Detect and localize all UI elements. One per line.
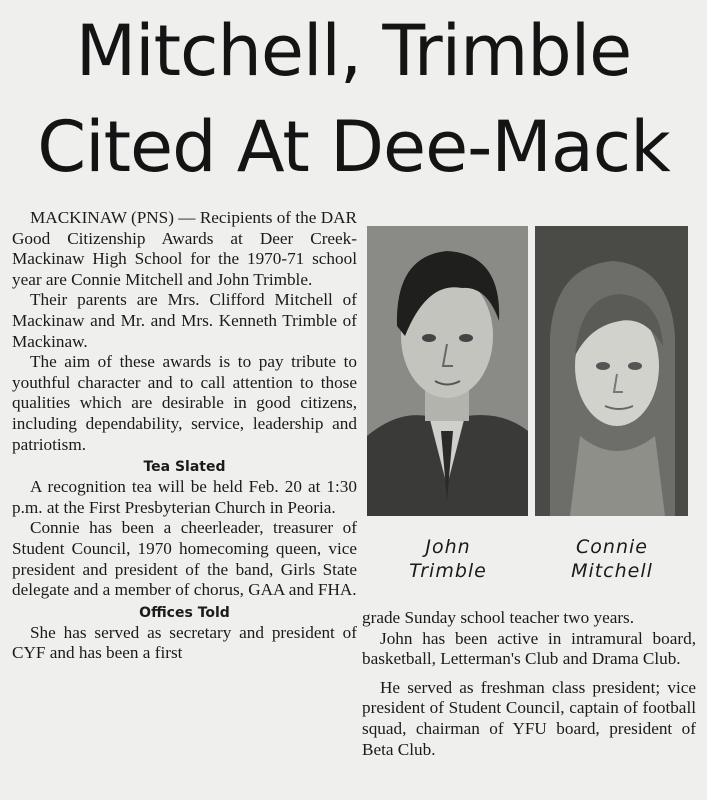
caption-connie-mitchell (532, 535, 692, 583)
article-left-column (12, 208, 357, 664)
caption-john-last: Trimble (409, 560, 487, 582)
caption-john-trimble (368, 535, 528, 583)
paragraph-john-offices: He served as freshman class president; vice president of Student Council, captain of football squad, chairman of YFU board, president of Beta Club. (362, 677, 696, 759)
paragraph-intro: MACKINAW (PNS) — Recipients of the DAR Good Citizenship Awards at Deer Creek-Mackinaw High School for the 1970-71 school year are Connie Mitchell and John Trimble. (12, 208, 357, 289)
paragraph-tea: A recognition tea will be held Feb. 20 at 1:30 p.m. at the First Presbyterian Church in Peoria. (12, 477, 357, 517)
headline-line-2: Cited At Dee-Mack (37, 106, 670, 188)
subhead-offices-told: Offices Told (139, 604, 230, 621)
caption-john-first: John (425, 536, 471, 558)
paragraph-parents: Their parents are Mrs. Clifford Mitchell of Mackinaw and Mr. and Mrs. Kenneth Trimble of Mackinaw. (12, 290, 357, 351)
article-right-column (362, 608, 696, 760)
paragraph-connie: Connie has been a cheerleader, treasurer of Student Council, 1970 homecoming queen, vice president and president of the band, Girls State delegate and a member of chorus, GAA and FHA. (12, 518, 357, 600)
photo-connie-mitchell (535, 226, 688, 516)
caption-connie-first: Connie (576, 536, 648, 558)
paragraph-john-activities: John has been active in intramural board, basketball, Letterman's Club and Drama Club. (362, 628, 696, 669)
subhead-tea-slated: Tea Slated (143, 459, 226, 476)
paragraph-sunday-school: grade Sunday school teacher two years. (362, 608, 635, 627)
paragraph-aim: The aim of these awards is to pay tribute to youthful character and to call attention to those qualities which are desirable in good citizens, including dependability, service, leadership and patriotism. (12, 352, 357, 454)
caption-connie-last: Mitchell (571, 560, 653, 582)
headline-line-1: Mitchell, Trimble (75, 10, 632, 92)
paragraph-offices: She has served as secretary and president of CYF and has been a first (12, 622, 357, 663)
photo-john-trimble (367, 226, 528, 516)
